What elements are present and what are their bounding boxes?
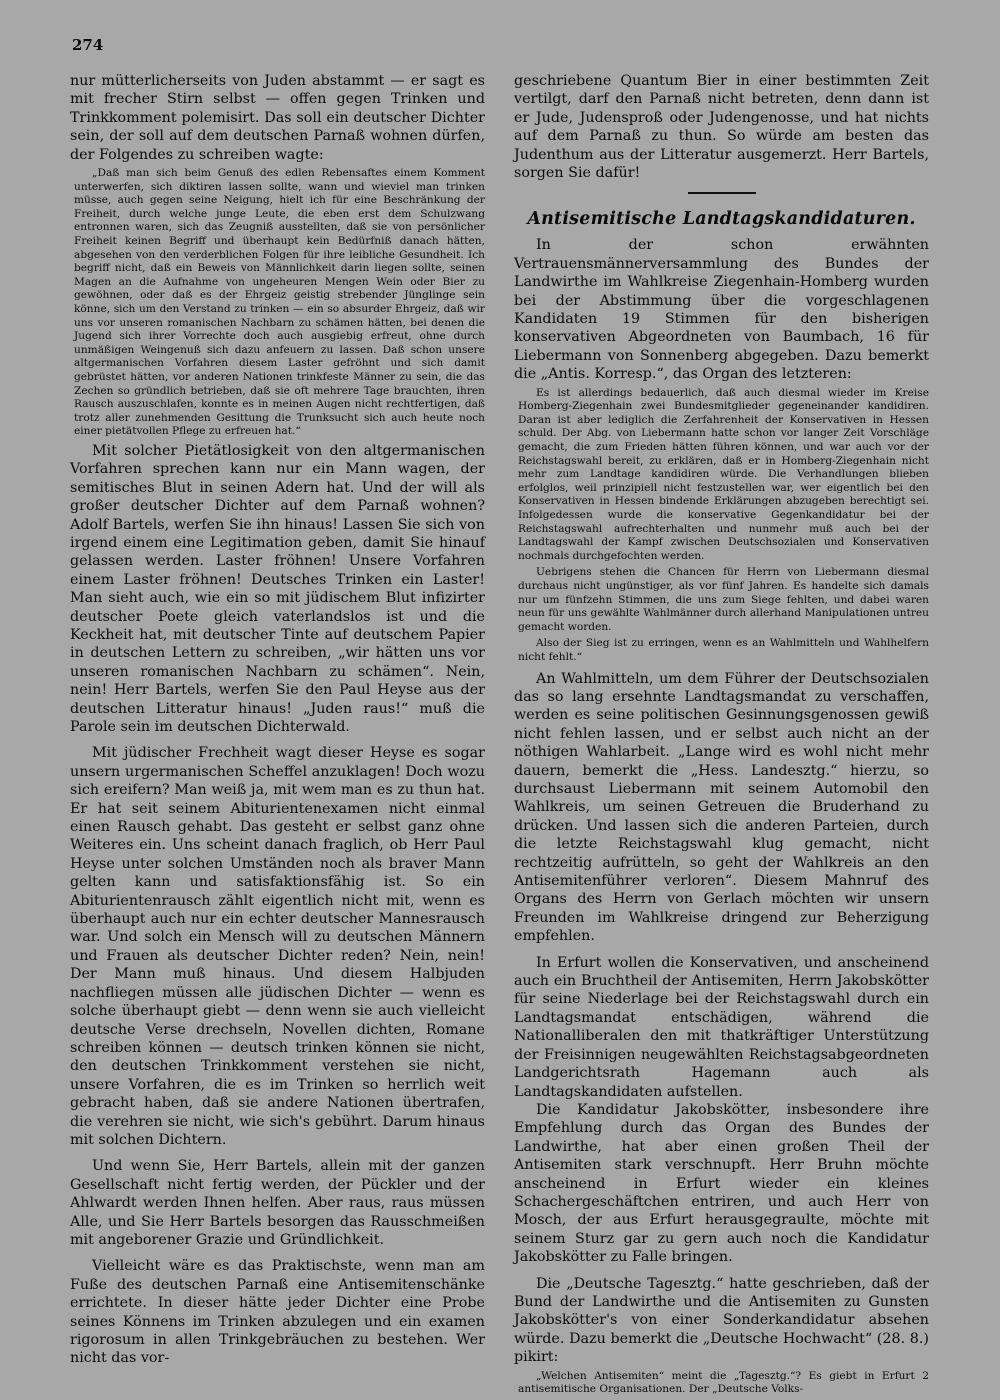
paragraph: An Wahlmitteln, um dem Führer der Deutschsozialen das so lang ersehnte Landtagsmandat zu verschaffen, werden es seine politischen Gesinnungsgenossen gewiß nicht fehlen lassen, und er selbst auch nicht an der nöthigen Wahlarbeit. „Lange wird es wohl nicht mehr dauern, bemerkt die „Hess. Landesztg.“ hierzu, so durchsaust Liebermann mit seinem Automobil den Wahlkreis, um seinen Getreuen die Bruderhand zu drücken. Und lassen sich die anderen Parteien, durch die letzte Reichstagswahl klug gemacht, nicht rechtzeitig aufrütteln, so geht der Wahlkreis an den Antisemitenführer verloren“. Diesem Mahnruf des Organs des Herrn von Gerlach möchten wir unsern Freunden im Wahlkreise dringend zur Beherzigung empfehlen. bbox=[514, 670, 929, 945]
paragraph: Mit jüdischer Frechheit wagt dieser Heyse es sogar unsern urgermanischen Scheffel anzuklagen! Doch wozu sich ereifern? Man weiß ja, mit wem man es zu thun hat. Er hat seit seinem Abiturientenexamen nicht einmal einen Rausch gehabt. Das gesteht er selbst ganz ohne Weiteres ein. Uns scheint danach fraglich, ob Herr Paul Heyse unter solchen Umständen noch als braver Mann gelten kann und satisfaktionsfähig ist. So ein Abiturientenrausch zählt eigentlich nicht mit, wenn es überhaupt auch nur ein echter deutscher Mannesrausch war. Und solch ein Mensch will zu deutschen Männern und Frauen als deutscher Dichter reden? Nein, nein! Der Mann muß hinaus. Und diesem Halbjuden nachfliegen müssen alle jüdischen Dichter — wenn es solche überhaupt giebt — denn wenn sie auch vielleicht deutsche Verse drechseln, Novellen dichten, Romane schreiben können — deutsch trinken können sie nicht, den deutschen Trinkkomment verstehen sie nicht, unsere Vorfahren, die es im Trinken so herrlich weit gebracht haben, daß sie andere Nationen übertrafen, die verehren sie nicht, wie sich's gebührt. Darum hinaus mit solchen Dichtern. bbox=[70, 745, 485, 1148]
paragraph: nur mütterlicherseits von Juden abstammt — er sagt es mit frecher Stirn selbst — offen gegen Trinken und Trinkkomment polemisirt. Das soll ein deutscher Dichter sein, der soll auf dem deutschen Parnaß wohnen dürfen, der Folgendes zu schreiben wagte: bbox=[70, 73, 485, 163]
paragraph: In Erfurt wollen die Konservativen, und anscheinend auch ein Bruchtheil der Antisemiten, Herrn Jakobskötter für seine Niederlage bei der Reichstagswahl durch ein Landtagsmandat entschädigen, während die Nationalliberalen den mit thatkräftiger Unterstützung der Freisinnigen neugewählten Reichstagsabgeordneten Landgerichtsrath Hagemann auch als Landtagskandidaten aufstellen. bbox=[514, 954, 929, 1100]
paragraph: In der schon erwähnten Vertrauensmännerversammlung des Bundes der Landwirthe im Wahlkreise Ziegenhain-Homberg wurden bei der Abstimmung über die vorgeschlagenen Kandidaten 19 Stimmen für den bisherigen konservativen Abgeordneten von Baumbach, 16 für Liebermann von Sonnenberg abgegeben. Dazu bemerkt die „Antis. Korresp.“, das Organ des letzteren: bbox=[514, 237, 929, 383]
quote-paragraph: „Welchen Antisemiten“ meint die „Tagesztg.“? Es giebt in Erfurt 2 antisemitische Organisationen. Der „Deutsche Volks- bbox=[518, 1369, 929, 1396]
section-divider bbox=[688, 192, 756, 194]
right-column bbox=[514, 72, 929, 1400]
paragraph: geschriebene Quantum Bier in einer bestimmten Zeit vertilgt, darf den Parnaß nicht betreten, denn dann ist er Jude, Judensproß oder Judengenosse, und hat nichts auf dem Parnaß zu thun. So würde am besten das Judenthum aus der Litteratur ausgemerzt. Herr Bartels, sorgen Sie dafür! bbox=[514, 73, 929, 182]
paragraph: Und wenn Sie, Herr Bartels, allein mit der ganzen Gesellschaft nicht fertig werden, der Pückler und der Ahlwardt werden Ihnen helfen. Aber raus, raus müssen Alle, und Sie Herr Bartels besorgen das Rausschmeißen mit angeborener Grazie und Gründlichkeit. bbox=[70, 1158, 485, 1248]
section-title: Antisemitische Landtagskandidaturen. bbox=[527, 209, 916, 230]
quote-paragraph: „Daß man sich beim Genuß des edlen Rebensaftes einem Komment unterwerfen, sich diktiren lassen sollte, wann und wieviel man trinken müsse, auch gegen seine Neigung, hielt ich für eine Beschränkung der Freiheit, durch welche junge Leute, die eben erst dem Schulzwang entronnen waren, sich das Zeugniß ausstellten, daß sie von persönlicher Freiheit keinen Begriff und überhaupt kein Bedürfniß danach hätten, abgesehen von den verderblichen Folgen für ihre leibliche Gesundheit. Ich begriff nicht, daß ein Beweis von Männlichkeit darin liegen sollte, seinen Magen an die Aufnahme von ungeheuren Mengen Wein oder Bier zu gewöhnen, oder daß es der Ehrgeiz geistig strebender Jünglinge sein könne, sich um den Verstand zu trinken — ein so absurder Ehrgeiz, daß wir uns vor unseren romanischen Nachbarn zu schämen hätten, bei denen die Jugend sich ihrer Vorrechte doch auch ausgiebig erfreut, ohne durch unmäßigen Weingenuß sich dazu anfeuern zu lassen. Daß schon unsere altgermanischen Vorfahren diesem Laster gefröhnt und sich damit gebrüstet hätten, vor anderen Nationen trinkfeste Männer zu sein, die das Zechen so gründlich betrieben, daß sie oft mehrere Tage brauchten, ihren Rausch auszuschlafen, konnte es in meinen Augen nicht rechtfertigen, daß trotz aller zunehmenden Gesittung die Trunksucht sich auch heute noch einer pietätvollen Pflege zu erfreuen hat.“ bbox=[74, 167, 485, 438]
quote-paragraph: Uebrigens stehen die Chancen für Herrn von Liebermann diesmal durchaus nicht ungünstiger, als vor fünf Jahren. Es handelte sich damals nur um fünfzehn Stimmen, die uns zum Siege fehlten, und dabei waren neun für uns gewählte Wahlmänner durch allerhand Manipulationen untreu gemacht worden. bbox=[518, 566, 929, 633]
paragraph: Vielleicht wäre es das Praktischste, wenn man am Fuße des deutschen Parnaß eine Antisemitenschänke errichtete. In dieser hätte jeder Dichter eine Probe seines Könnens im Trinken abzulegen und ein examen rigorosum in allen Trinkgebräuchen zu bestehen. Wer nicht das vor- bbox=[70, 1258, 485, 1367]
paragraph: Mit solcher Pietätlosigkeit von den altgermanischen Vorfahren sprechen kann nur ein Mann wagen, der semitisches Blut in seinen Adern hat. Und der will als großer deutscher Dichter auf dem Parnaß wohnen? Adolf Bartels, werfen Sie ihn hinaus! Lassen Sie sich von irgend einem eine Legitimation geben, damit Sie hinauf gelassen werden. Laster fröhnen! Unsere Vorfahren einem Laster fröhnen! Deutsches Trinken ein Laster! Man sieht auch, wie ein so mit jüdischem Blut infizirter deutscher Poete gleich vaterlandslos ist und die Keckheit hat, mit deutscher Tinte auf deutschem Papier in deutschen Lettern zu schreiben, „wir hätten uns vor unseren romanischen Nachbarn zu schämen“. Nein, nein! Herr Bartels, werfen Sie den Paul Heyse aus der deutschen Litteratur hinaus! „Juden raus!“ muß die Parole sein im deutschen Dichterwald. bbox=[70, 442, 485, 735]
paragraph: Die „Deutsche Tagesztg.“ hatte geschrieben, daß der Bund der Landwirthe und die Antisemiten zu Gunsten Jakobskötter's von einer Sonderkandidatur absehen würde. Dazu bemerkt die „Deutsche Hochwacht“ (28. 8.) pikirt: bbox=[514, 1275, 929, 1366]
left-column bbox=[70, 72, 485, 1368]
quote-paragraph: Also der Sieg ist zu erringen, wenn es an Wahlmitteln und Wahlhelfern nicht fehlt.“ bbox=[518, 637, 929, 663]
page-number: 274 bbox=[72, 36, 104, 54]
paragraph: Die Kandidatur Jakobskötter, insbesondere ihre Empfehlung durch das Organ des Bundes der Landwirthe, hat aber einen großen Theil der Antisemiten stark verschnupft. Herr Bruhn möchte anscheinend in Erfurt wieder ein kleines Schachergeschäftchen entriren, und auch Herr von Mosch, der aus Erfurt herausgegraulte, möchte mit seinem Sturz gar zu gern auch noch die Kandidatur Jakobskötter zu Falle bringen. bbox=[514, 1101, 929, 1266]
quote-paragraph: Es ist allerdings bedauerlich, daß auch diesmal wieder im Kreise Homberg-Ziegenhain zwei Bundesmitglieder gegeneinander kandidiren. Daran ist aber lediglich die Zerfahrenheit der Konservativen in Hessen schuld. Der Abg. von Liebermann hatte schon vor langer Zeit Vorschläge gemacht, die zum Frieden hätten führen können, und war auch vor der Reichstagswahl bereit, zu erklären, daß er in Homberg-Ziegenhain nicht mehr zum Landtage kandidiren würde. Die Verhandlungen blieben erfolglos, weil prinzipiell nicht festzustellen war, wer eigentlich bei den Konservativen in Hessen bindende Erklärungen abzugeben berechtigt sei. Infolgedessen wurde die konservative Gegenkandidatur bei der Reichstagswahl aufrechterhalten und nunmehr muß auch bei der Landtagswahl der Kampf zwischen Deutschsozialen und Konservativen nochmals durchgefochten werden. bbox=[518, 386, 929, 562]
